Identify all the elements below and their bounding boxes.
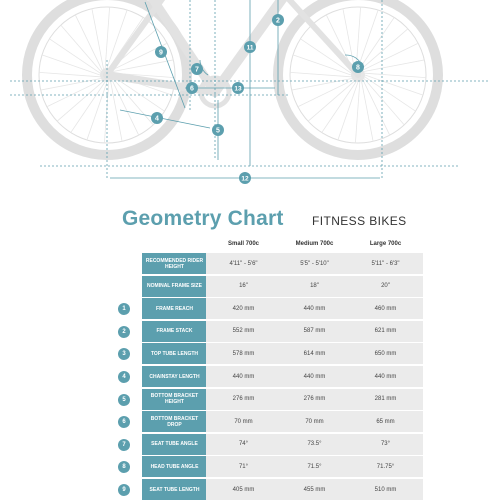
table-cell: 70 mm — [277, 411, 352, 432]
table-row — [0, 411, 500, 432]
row-number-badge: 5 — [118, 394, 130, 406]
table-cell: 440 mm — [277, 298, 352, 319]
row-label: SEAT TUBE LENGTH — [142, 479, 207, 500]
table-cell: 552 mm — [206, 321, 281, 342]
table-cell: 276 mm — [277, 389, 352, 410]
column-header-medium: Medium 700c — [295, 241, 334, 247]
svg-text:9: 9 — [159, 49, 163, 57]
marker-8 — [352, 61, 364, 73]
svg-text:11: 11 — [246, 44, 254, 52]
table-cell: 455 mm — [277, 479, 352, 500]
marker-9 — [155, 46, 167, 58]
row-label: BOTTOM BRACKET DROP — [142, 411, 207, 432]
row-number-badge: 3 — [118, 348, 130, 360]
table-cell: 74° — [206, 434, 281, 455]
table-cell: 5'11" - 6'3" — [348, 253, 423, 274]
bike-geometry-diagram — [0, 0, 500, 190]
table-row — [0, 321, 500, 342]
row-label: FRAME REACH — [142, 298, 207, 319]
table-cell: 71° — [206, 456, 281, 477]
table-cell: 440 mm — [277, 366, 352, 387]
svg-text:2: 2 — [276, 17, 280, 25]
table-row — [0, 343, 500, 364]
svg-text:4: 4 — [155, 115, 159, 123]
column-header-large: Large 700c — [369, 241, 402, 247]
table-cell: 587 mm — [277, 321, 352, 342]
svg-text:5: 5 — [216, 127, 220, 135]
row-number-badge: 2 — [118, 326, 130, 338]
table-cell: 70 mm — [206, 411, 281, 432]
table-row — [0, 276, 500, 297]
table-row — [0, 479, 500, 500]
svg-text:8: 8 — [356, 64, 360, 72]
table-cell: 440 mm — [206, 366, 281, 387]
table-cell: 460 mm — [348, 298, 423, 319]
row-label: SEAT TUBE ANGLE — [142, 434, 207, 455]
table-cell: 73.5° — [277, 434, 352, 455]
table-cell: 5'5" - 5'10" — [277, 253, 352, 274]
table-cell: 71.75° — [348, 456, 423, 477]
svg-text:12: 12 — [241, 175, 249, 183]
chart-subtitle: FITNESS BIKES — [312, 214, 407, 228]
table-row — [0, 434, 500, 455]
chart-title: Geometry Chart — [122, 207, 284, 230]
table-cell: 405 mm — [206, 479, 281, 500]
row-number-badge: 1 — [118, 303, 130, 315]
row-label: HEAD TUBE ANGLE — [142, 456, 207, 477]
chart-header — [0, 205, 500, 241]
table-cell: 71.5° — [277, 456, 352, 477]
table-row — [0, 456, 500, 477]
marker-7 — [191, 63, 203, 75]
table-cell: 18" — [277, 276, 352, 297]
row-label: CHAINSTAY LENGTH — [142, 366, 207, 387]
marker-12 — [239, 172, 251, 184]
row-label: BOTTOM BRACKET HEIGHT — [142, 389, 207, 410]
row-number-badge: 9 — [118, 484, 130, 496]
table-cell: 73° — [348, 434, 423, 455]
table-cell: 20" — [348, 276, 423, 297]
row-label: TOP TUBE LENGTH — [142, 343, 207, 364]
row-label: FRAME STACK — [142, 321, 207, 342]
row-number-badge: 7 — [118, 439, 130, 451]
table-row — [0, 253, 500, 274]
table-row — [0, 298, 500, 319]
table-cell: 16" — [206, 276, 281, 297]
marker-6 — [186, 82, 198, 94]
marker-5 — [212, 124, 224, 136]
table-row — [0, 389, 500, 410]
table-cell: 281 mm — [348, 389, 423, 410]
row-number-badge: 6 — [118, 416, 130, 428]
marker-4 — [151, 112, 163, 124]
table-cell: 440 mm — [348, 366, 423, 387]
row-number-badge: 4 — [118, 371, 130, 383]
table-cell: 65 mm — [348, 411, 423, 432]
table-cell: 4'11" - 5'6" — [206, 253, 281, 274]
table-cell: 276 mm — [206, 389, 281, 410]
marker-11 — [244, 41, 256, 53]
row-label: RECOMMENDED RIDER HEIGHT — [142, 253, 207, 274]
svg-text:6: 6 — [190, 85, 194, 93]
row-label: NOMINAL FRAME SIZE — [142, 276, 207, 297]
table-cell: 614 mm — [277, 343, 352, 364]
table-cell: 510 mm — [348, 479, 423, 500]
table-cell: 621 mm — [348, 321, 423, 342]
table-row — [0, 366, 500, 387]
column-header-small: Small 700c — [227, 241, 260, 247]
table-cell: 420 mm — [206, 298, 281, 319]
svg-text:13: 13 — [234, 85, 242, 93]
svg-text:7: 7 — [195, 66, 199, 74]
row-number-badge: 8 — [118, 461, 130, 473]
table-cell: 650 mm — [348, 343, 423, 364]
marker-2 — [272, 14, 284, 26]
table-cell: 578 mm — [206, 343, 281, 364]
marker-13 — [232, 82, 244, 94]
